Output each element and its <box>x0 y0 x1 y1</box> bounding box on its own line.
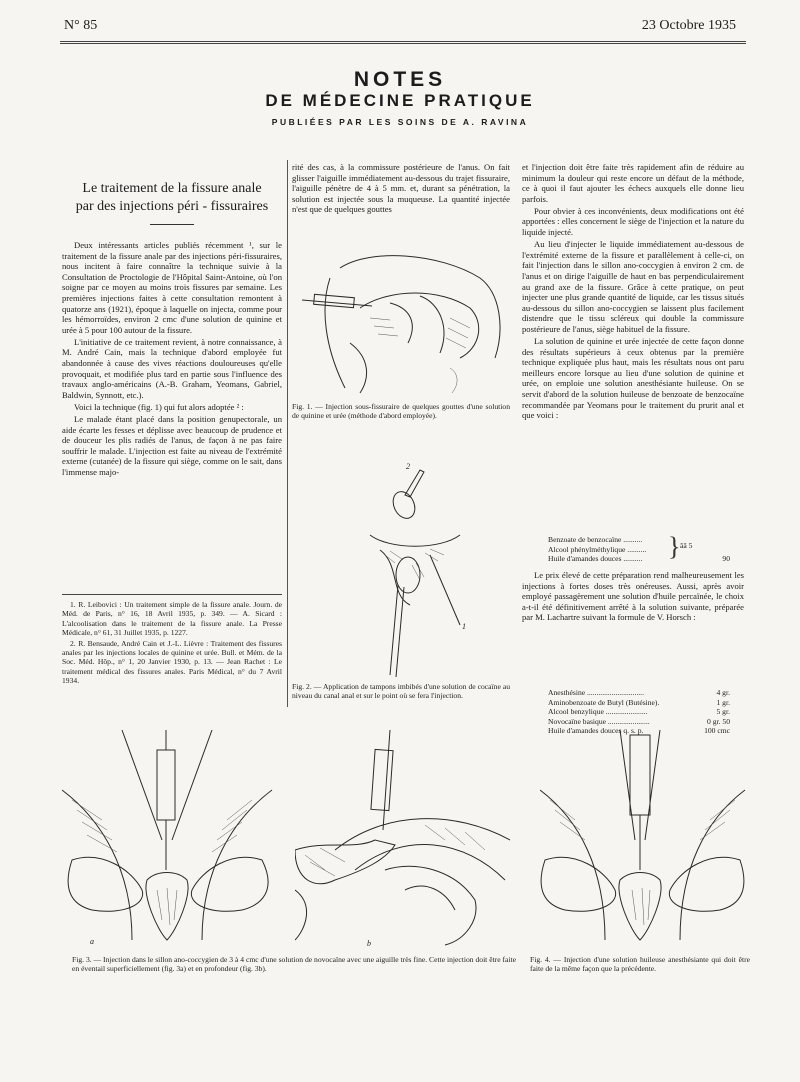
formula-brace: } <box>668 532 681 561</box>
figure-4-caption: Fig. 4. — Injection d'une solution huileuse anesthésiante qui doit être faite de la même façon que la précédente. <box>530 955 750 974</box>
formula-shared-quantity: ãã 5 <box>680 541 693 550</box>
article-column-3-continued <box>522 570 744 624</box>
footnote: 2. R. Bensaude, André Cain et J.-L. Lièvre : Traitement des fissures anales par les injections locales de quinine et urée. Bull. et Mém. de la Soc. Méd. Hôp., n° 1, 20 Janvier 1930, p. 13. — Jean Rachet : Le traitement médical des fissures anales. Paris Médical, n° du 7 Avril 1934. <box>62 638 282 686</box>
formula-row: Alcool phénylméthylique .......... <box>548 544 647 554</box>
section-byline: PUBLIÉES PAR LES SOINS DE A. RAVINA <box>271 117 529 127</box>
paragraph: Au lieu d'injecter le liquide immédiatement au-dessous de l'extrémité externe de la fissure et parallèlement à celle-ci, on fait l'injection dans le sillon ano-coccygien à environ 2 cm. de l'anus et on dirige l'aiguille de haut en bas perpendiculairement au grand axe de la fissure. Grâce à cette pratique, on peut injecter une plus grande quantité de liquide, car les tissus situés au-dessous du sillon ano-coccygien se laissent plus facilement distendre que le tissu scléreux qui double la commissure postérieure de l'anus, siège habituel de la fissure. <box>522 239 744 334</box>
paragraph: Le malade étant placé dans la position genupectorale, un aide écarte les fesses et déplisse avec beaucoup de prudence et de douceur les plis radiés de l'anus, de façon à ne pas faire souffrir le malade. L'injection est faite au niveau de l'extrémité externe (cutanée) de la fissure qui siège, comme on le sait, dans l'immense majo- <box>62 414 282 477</box>
article-title-line2: par des injections péri - fissuraires <box>75 199 269 214</box>
figure-1-illustration <box>300 248 505 396</box>
article-column-2 <box>292 162 510 216</box>
article-column-3 <box>522 162 744 422</box>
figure-3-caption: Fig. 3. — Injection dans le sillon ano-coccygien de 3 à 4 cmc d'une solution de novocaïne avec une aiguille très fine. Cette injection doit être faite en éventail superficiellement (fig. 3a) et en profondeur (fig. 3b). <box>72 955 516 974</box>
title-rule <box>150 224 194 225</box>
header-rule <box>60 41 746 42</box>
footnote-rule <box>62 594 282 595</box>
paragraph: Voici la technique (fig. 1) qui fut alors adoptée ² : <box>74 401 244 412</box>
footnotes <box>62 600 282 687</box>
paragraph: rité des cas, à la commissure postérieure de l'anus. On fait glisser l'aiguille immédiatement au-dessous du trajet fissuraire, l'aiguille pénètre de 4 à 5 mm. et, durant sa pénétration, la solution est injectée sous la muqueuse. La quantité injectée n'est que de quelques gouttes <box>292 162 510 215</box>
article-title <box>62 180 282 216</box>
figure-2-illustration <box>350 455 480 677</box>
article-title-line1: Le traitement de la fissure anale <box>82 181 262 196</box>
fig3-label-b: b <box>367 939 371 948</box>
figure-3a-illustration <box>62 730 282 950</box>
footnote: 1. R. Leibovici : Un traitement simple de la fissure anale. Journ. de Méd. de Paris, n° 16, 18 Avril 1935, p. 349. — A. Sicard : L'alcoolisation dans le traitement de la fissure anale. La Presse Médicale, n° 61, 31 Juillet 1935, p. 1227. <box>62 600 282 638</box>
page-number: N° 85 <box>64 18 98 33</box>
formula-row: Huile d'amandes douces q. s. p. 100 cmc <box>548 726 730 736</box>
issue-date: 23 Octobre 1935 <box>641 18 736 33</box>
fig3-label-a: a <box>90 937 94 946</box>
paragraph: La solution de quinine et urée injectée de cette façon donne des résultats supérieurs à ceux obtenus par la première technique expliquée plus haut, mais les résultats nous ont paru meilleurs encore lorsque au lieu d'une solution de quinine et urée, on emploie une solution anesthésiante huileuse. On se servit d'abord de la solution huileuse de benzoate de benzocaïne recommandée par Yeomans pour le traitement du prurit anal et que voici : <box>522 336 744 421</box>
paragraph: Deux intéressants articles publiés récemment ¹, sur le traitement de la fissure anale par des injections péri-fissuraires, nous incitent à faire connaître la technique suivie à la Consultation de Proctologie de l'Hôpital Saint-Antoine, où l'on soigne par ce moyen au moins trois fissures par semaine. Les premières injections faites à cette consultation remontent à quatorze ans (1921), époque à laquelle on injecta, comme pour les hémorroïdes, environ 2 cmc d'une solution de quinine et urée à 5 pour 100 autour de la fissure. <box>62 240 282 335</box>
section-subtitle: DE MÉDECINE PRATIQUE <box>265 91 535 110</box>
paragraph: Pour obvier à ces inconvénients, deux modifications ont été apportées : elles concernent le siège de l'injection et la nature du liquide injecté. <box>522 205 744 238</box>
figure-3b-illustration <box>295 730 520 950</box>
formula-row: Alcool benzylique ...................... 5 gr. <box>548 707 730 717</box>
formula-row: Huile d'amandes douces .......... 90 <box>548 554 730 564</box>
formula-row: Benzoate de benzocaïne .......... <box>548 535 643 544</box>
header-rule-thin <box>60 43 746 44</box>
article-column-1 <box>62 240 282 479</box>
formula-row: Anesthésine .............................. 4 gr. <box>548 688 730 697</box>
column-divider <box>287 160 288 707</box>
formula-horsch <box>548 688 730 736</box>
fig2-label-2: 2 <box>406 462 410 471</box>
figure-4-illustration <box>540 730 750 950</box>
paragraph: Le prix élevé de cette préparation rend malheureusement les injections à fortes doses très onéreuses. Aussi, après avoir employé passagèrement une solution d'huile percaïnée, le choix a-t-il été définitivement arrêté à la solution suivante, préparée par M. Lachartre suivant la formule de V. Horsch : <box>522 570 744 623</box>
figure-1-caption: Fig. 1. — Injection sous-fissuraire de quelques gouttes d'une solution de quinine et urée (méthode d'abord employée). <box>292 402 510 421</box>
paragraph: L'initiative de ce traitement revient, à notre connaissance, à M. André Cain, mais la technique d'abord employée fut abandonnée à cause des vives réactions douloureuses qu'elle provoquait, et modifiée plus tard en partie sous l'influence des travaux anglo-américains (A.-B. Graham, Yeomans, Gabriel, Baldwin, Synnott, etc.). <box>62 336 282 400</box>
paragraph: et l'injection doit être faite très rapidement afin de réduire au minimum la douleur qui reste encore un défaut de la méthode, ce à quoi il faut ajouter les échecs auxquels elle donne lieu parfois. <box>522 162 744 204</box>
section-title: NOTES <box>353 68 447 91</box>
figure-2-caption: Fig. 2. — Application de tampons imbibés d'une solution de cocaïne au niveau du canal anal et sur le point où se fera l'injection. <box>292 682 510 701</box>
formula-row: Aminobenzoate de Butyl (Butésine). 1 gr. <box>548 697 730 707</box>
formula-benzocaine <box>548 532 730 564</box>
fig2-label-1: 1 <box>462 622 466 631</box>
formula-row: Novocaïne basique ...................... 0 gr. 50 <box>548 716 730 726</box>
